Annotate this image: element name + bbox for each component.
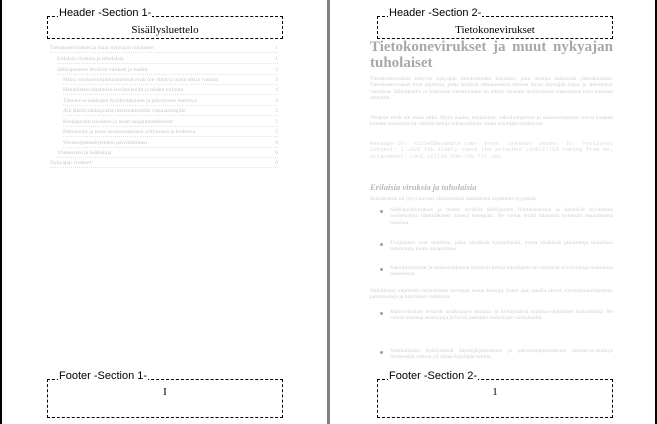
footer-label-section-1: Footer -Section 1- <box>59 370 148 382</box>
bullet-item: Verkkomadot hyödyntävät käyttöjärjestelmien ja palvelinohjelmistojen tietoturva-aukkoja levitessään verkon yli ilman käyttäjän toimia. <box>390 348 613 361</box>
toc-line[interactable]: Roskapostin suodatus ja muut suojautumiskeinot 5 <box>63 119 278 125</box>
intro-paragraph-1: Tietokonevirukset liittyvät nykyajan tietokoneiden käyttöön, joka ulottuu kaikkialle yhteiskuntaan. Tietokonevirukset ovat ohjelmia, jotka leviävät tietokoneesta toiseen ilman käyttäjän lupaa ja aiheuttavat vahinkoa. Sähköpostin ja Internetin yleistyminen on tehnyt virusten leviämisestä nopeampaa kuin koskaan aiemmin. <box>370 76 613 102</box>
header-label-section-2: Header -Section 2- <box>389 7 482 19</box>
header-text-section-1: Sisällysluettelo <box>131 24 199 36</box>
bullet-icon <box>380 351 383 354</box>
bullet-item: Troijalaiset ovat ohjelmia, jotka näyttävät hyödyllisiltä, mutta sisältävät piilotettuja haitallisia toimintoja, kuten takaportteja. <box>390 240 613 253</box>
bullet-item: Sähköpostivirukset ja madot leviävät sähköpostin liitetiedostoina ja käyttävät hyväkseen osoitekirjoja lähettääkseen itsensä eteenpäin. Ne voivat levitä tuhansiin koneisiin muutamassa tunnissa. <box>390 207 613 226</box>
code-sample: Message-ID: <12345@example.com> From: unknown sender To: recipient Subject: I LOVE YOU kindly check the attached LOVELETTER coming from me. Attachment: LOVE-LETTER-FOR-YOU.TXT.vbs <box>370 141 613 160</box>
section-subheading: Erilaisia viruksia ja tuholaisia <box>370 182 477 192</box>
bullet-item: Makrovirukset leviävät asiakirjojen mukana ja hyödyntävät toimisto-ohjelmien makrokieliä. Ne voivat muuttaa asiakirjoja ja levitä jaettujen tiedostojen välityksellä. <box>390 309 613 322</box>
section-intro: Seuraavassa on lyhyt kuvaus yleisimmistä haitallisten ohjelmien tyypeistä. <box>370 196 538 202</box>
toc-line[interactable]: Haitallisten ohjelmien leviämisreitit ja niiden torjunta 4 <box>63 87 278 93</box>
bullet-icon <box>380 312 383 315</box>
toc-line[interactable]: Tietokonevirukset ja muut nykyajan tuholaiset 1 <box>50 45 278 51</box>
toc-line[interactable]: Palomuurit ja muut suojausratkaisut yrityksissä ja kodeissa 5 <box>63 129 278 135</box>
toc-line[interactable]: Virustorjuntaohjelmien päivittäminen 6 <box>63 140 278 146</box>
toc-line[interactable]: Yhteenveto ja lisätietoja 6 <box>57 150 278 156</box>
toc-line[interactable]: Nykyajan virukset 6 <box>50 160 278 166</box>
footer-page-number-section-1: I <box>163 386 167 398</box>
footer-label-section-2: Footer -Section 2- <box>389 370 478 382</box>
footer-box-section-2[interactable] <box>377 379 613 418</box>
body-paragraph: Haitallisten ohjelmien torjumiseen tarvitaan useita keinoja, kuten ajan tasalla olevia virustorjuntaohjelmia, palomuureja ja käyttäjien valistusta. <box>370 288 613 301</box>
toc-line[interactable]: Miksi viruksentorjuntaohjelmat eivät ole riittäviä uusia uhkia vastaan 3 <box>63 77 278 83</box>
bullet-icon <box>380 268 383 271</box>
footer-page-number-section-2: 1 <box>492 386 498 398</box>
intro-paragraph-2: Virukset eivät ole ainoa uhka. Myös madot, troijalaiset, vakoiluohjelmat ja mainosohjelmat voivat kaapata koneen resursseja tai välittää tietoja ulkopuolisille ilman käyttäjän tietämystä. <box>370 115 613 128</box>
page-section-1 <box>0 0 327 424</box>
toc-line[interactable]: Sähköpostitse leviävät virukset ja madot 2 <box>57 67 278 73</box>
document-title: Tietokonevirukset ja muut nykyajan tuholaiset <box>370 39 613 71</box>
toc-line[interactable]: Erilaisia viruksia ja tuholaisia 1 <box>57 56 278 62</box>
header-label-section-1: Header -Section 1- <box>59 7 152 19</box>
page-section-2 <box>330 0 657 424</box>
footer-box-section-1[interactable] <box>47 379 283 418</box>
bullet-icon <box>380 243 383 246</box>
bullet-icon <box>380 210 383 213</box>
bullet-item: Vakoiluohjelmat ja mainosohjelmat keräävät tietoja käyttäjästä tai näyttävät ei-toivottuja mainoksia selaimessa. <box>390 265 613 278</box>
toc-line[interactable]: Älä lähetä sähköpostia tuntemattomille vastaanottajille 5 <box>63 108 278 114</box>
header-text-section-2: Tietokonevirukset <box>455 24 535 36</box>
toc-line[interactable]: Tietoturva-aukkojen hyödyntäminen ja päivitysten merkitys 4 <box>63 98 278 104</box>
page-edge-left <box>0 0 2 424</box>
